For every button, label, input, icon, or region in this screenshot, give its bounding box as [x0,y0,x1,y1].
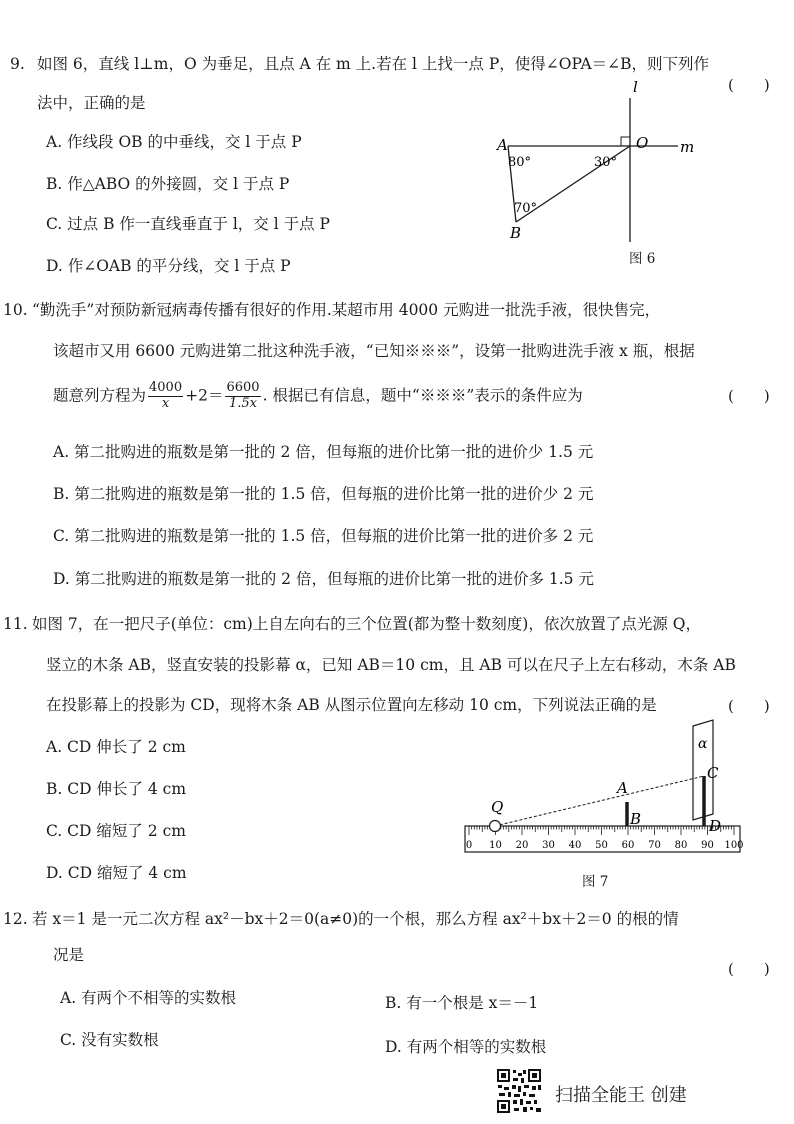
q11-line2: 竖立的木条 AB，竖直安装的投影幕 α，已知 AB＝10 cm，且 AB 可以在尺子上左右移动，木条 AB [46,656,736,674]
ruler-tick-label: 50 [595,840,608,851]
q9-stem-line2: 法中，正确的是 [37,94,146,112]
q10-option-c: C. 第二批购进的瓶数是第一批的 1.5 倍，但每瓶的进价比第一批的进价多 2 元 [53,527,594,545]
q12-option-b: B. 有一个根是 x＝－1 [385,994,539,1012]
q12-line1: 若 x＝1 是一元二次方程 ax²－bx＋2＝0(a≠0)的一个根，那么方程 ax²＋bx＋2＝0 的根的情 [32,910,679,928]
q10-line3-prefix: 题意列方程为 [53,386,147,405]
ruler-tick-label: 90 [701,840,714,851]
ruler-tick-label: 100 [724,840,744,851]
label-l: l [633,80,638,96]
ruler-tick-label: 0 [465,840,473,851]
ruler-tick-label: 60 [621,840,635,851]
light-ray-to-c [495,776,704,826]
q9-option-c: C. 过点 B 作一直线垂直于 l，交 l 于点 P [46,215,330,233]
frac1-numerator: 4000 [149,380,183,395]
q9-option-a: A. 作线段 OB 的中垂线，交 l 于点 P [46,133,302,151]
q9-option-d: D. 作∠OAB 的平分线，交 l 于点 P [46,257,291,275]
q10-option-d: D. 第二批购进的瓶数是第一批的 2 倍，但每瓶的进价比第一批的进价多 1.5 元 [53,570,594,588]
qr-code-icon [496,1068,542,1114]
q11-answer-paren: ( ) [728,697,770,715]
q12-option-a: A. 有两个不相等的实数根 [60,989,237,1007]
q11-number: 11. [3,615,28,633]
angle-a-label: 80° [508,155,532,170]
q11-line3: 在投影幕上的投影为 CD，现将木条 AB 从图示位置向左移动 10 cm，下列说法正确的是 [46,696,657,714]
q12-option-c: C. 没有实数根 [60,1031,159,1049]
ruler-tick-label: 80 [674,840,688,851]
q10-option-b: B. 第二批购进的瓶数是第一批的 1.5 倍，但每瓶的进价比第一批的进价少 2 元 [53,485,594,503]
q12-number: 12. [3,910,28,928]
label-a-fig7: A [617,779,628,797]
q10-line1: “勤洗手”对预防新冠病毒传播有很好的作用.某超市用 4000 元购进一批洗手液，很快售完， [32,301,661,319]
label-c: C [707,764,719,782]
q9-answer-paren: ( ) [728,76,770,94]
ruler-tick-label: 10 [489,840,502,851]
label-alpha: α [698,736,708,752]
q10-answer-paren: ( ) [728,387,770,405]
q10-line2: 该超市又用 6600 元购进第二批这种洗手液，“已知※※※”，设第一批购进洗手液 x 瓶，根据 [53,342,695,360]
label-b: B [510,224,522,242]
q9-stem-line1: 如图 6，直线 l⊥m，O 为垂足，且点 A 在 m 上.若在 l 上找一点 P，使得∠OPA＝∠B，则下列作 [37,55,710,73]
q11-option-d: D. CD 缩短了 4 cm [46,864,187,882]
q10-line3-suffix: . 根据已有信息，题中“※※※”表示的条件应为 [262,386,583,405]
figure-7-caption: 图 7 [582,874,609,890]
ruler-tick-label: 70 [648,840,661,851]
label-d: D [709,817,722,835]
frac2-numerator: 6600 [226,380,260,395]
ruler-tick-label: 30 [542,840,555,851]
footer-scanner-text: 扫描全能王 创建 [555,1085,687,1106]
q12-line2: 况是 [53,946,85,964]
fraction-4000-over-x [148,381,183,412]
q12-option-d: D. 有两个相等的实数根 [385,1038,547,1056]
ruler-tick-label: 40 [568,840,582,851]
q11-option-a: A. CD 伸长了 2 cm [46,738,186,756]
q9-option-b: B. 作△ABO 的外接圆，交 l 于点 P [46,175,290,193]
angle-o-label: 30° [594,155,618,170]
label-m: m [680,138,695,156]
right-angle-mark [621,137,630,146]
figure-6 [490,80,710,275]
fraction-6600-over-1-5x [225,381,260,412]
figure-6-caption: 图 6 [629,251,656,267]
figure-7 [455,718,755,858]
q10-option-a: A. 第二批购进的瓶数是第一批的 2 倍，但每瓶的进价比第一批的进价少 1.5 元 [53,443,594,461]
q9-number: 9. [10,55,25,73]
q10-line3 [53,381,583,412]
q11-option-b: B. CD 伸长了 4 cm [46,780,187,798]
ruler-tick-label: 20 [515,840,529,851]
q10-number: 10. [3,301,28,319]
frac1-denominator: x [161,395,170,411]
light-source-q [490,821,501,832]
q10-eq-mid: +2＝ [185,386,224,405]
q11-line1: 如图 7，在一把尺子(单位：cm)上自左向右的三个位置(都为整十数刻度)，依次放置了点光源 Q， [32,615,701,633]
label-o: O [636,134,649,152]
label-a: A [497,136,508,154]
q11-option-c: C. CD 缩短了 2 cm [46,822,186,840]
frac2-denominator: 1.5x [229,395,258,411]
label-b-fig7: B [630,810,642,828]
q12-answer-paren: ( ) [728,960,770,978]
label-q: Q [491,798,504,816]
angle-b-label: 70° [514,201,538,216]
